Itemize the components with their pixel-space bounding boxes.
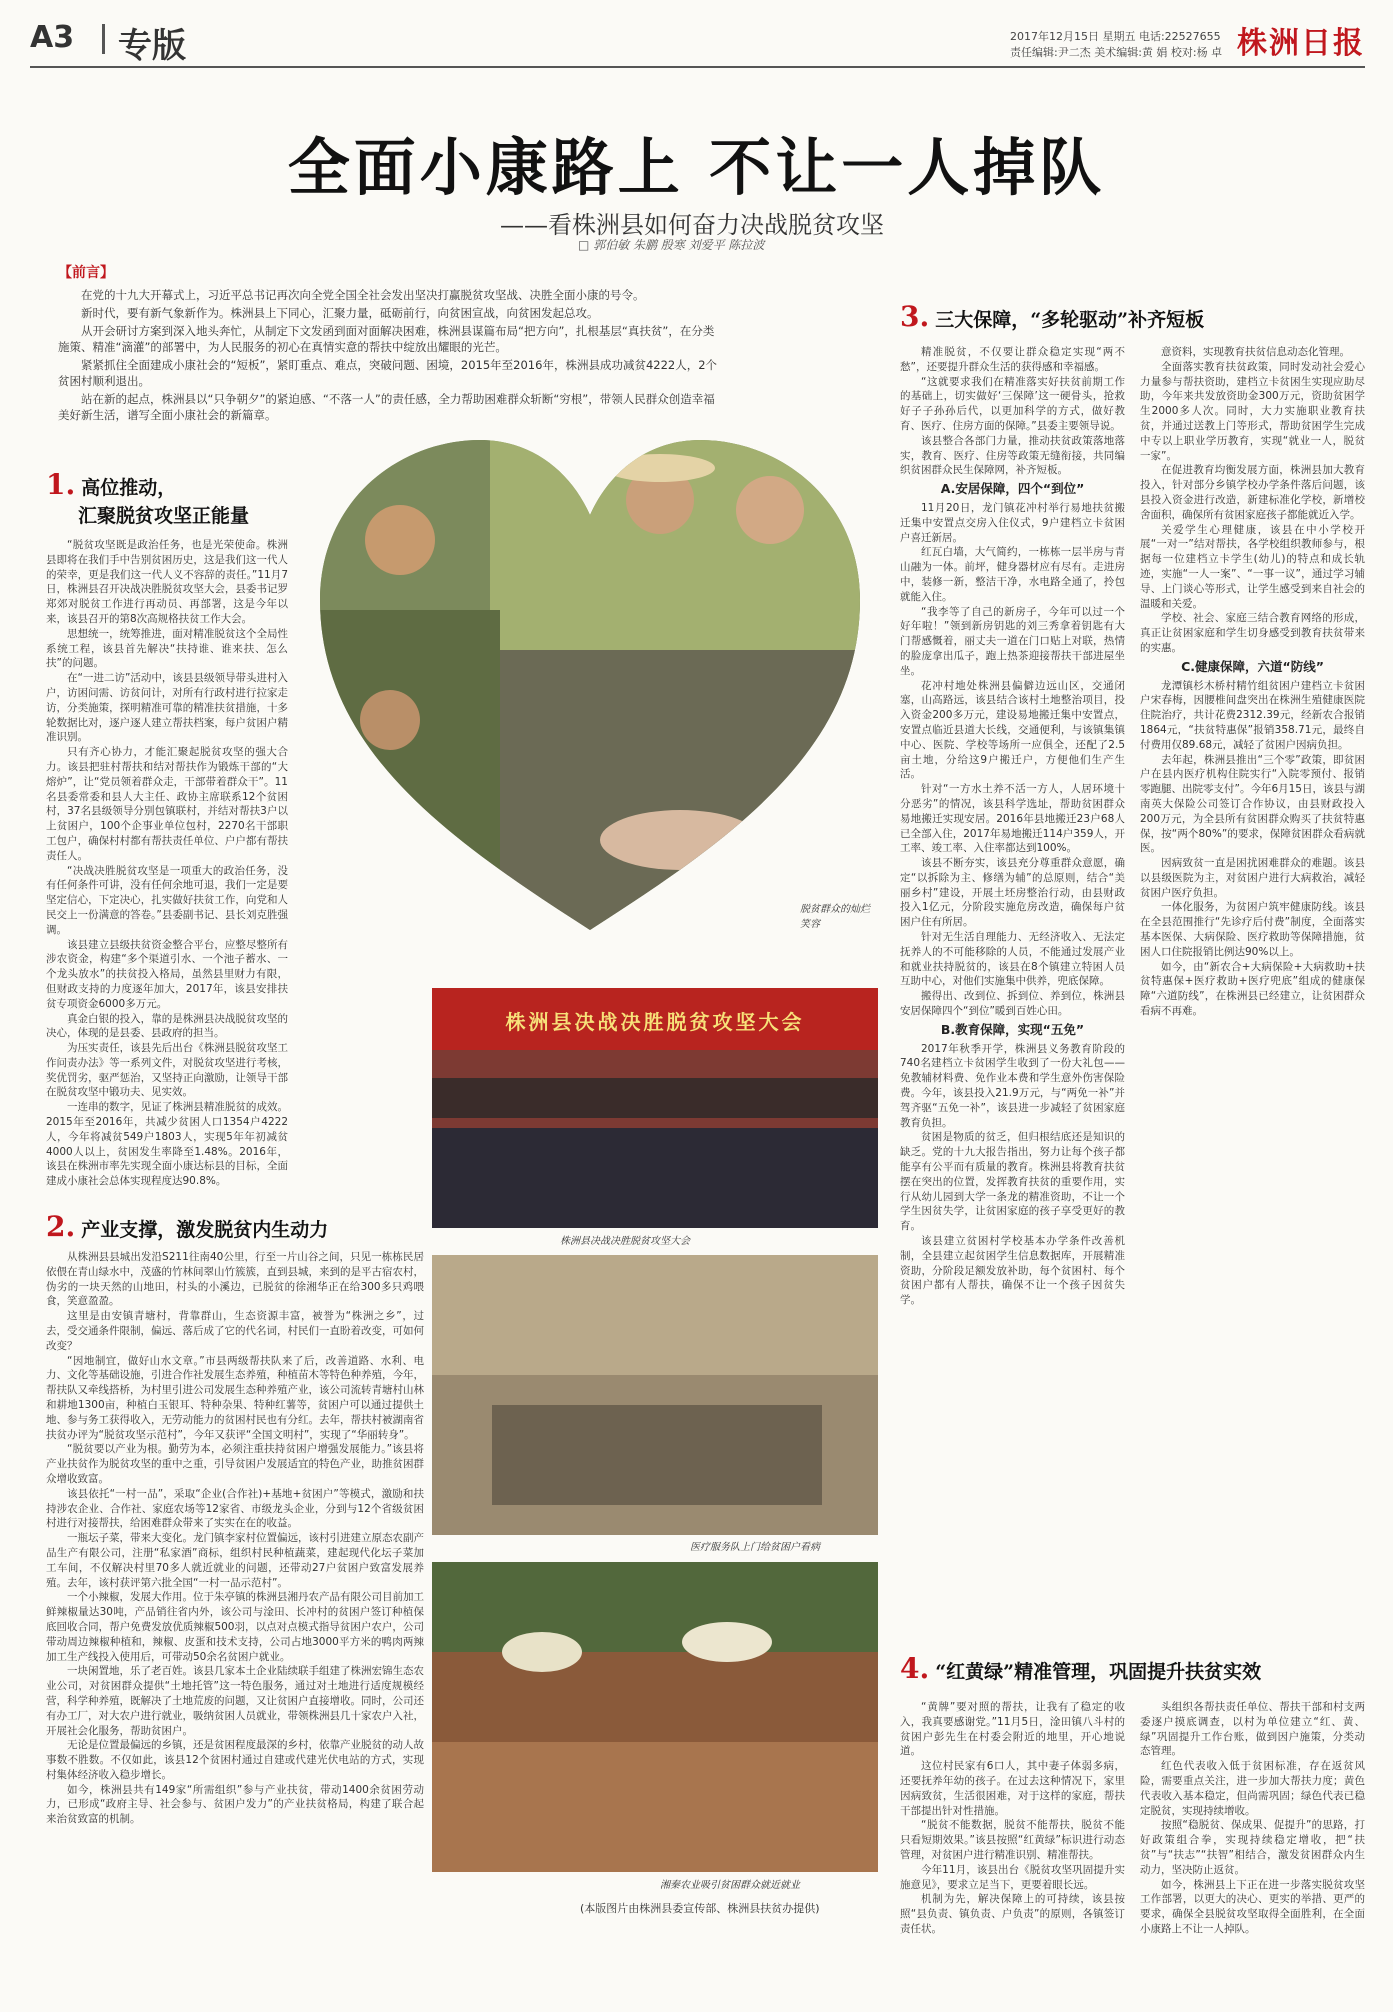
pig-farm-photo xyxy=(500,650,880,940)
paragraph: 该县建立贫困村学校基本办学条件改善机制，全县建立起贫困学生信息数据库，开展精准资助，分阶段足额发放补助，每个贫困村、每个贫困户都有人帮扶，确保不让一个孩子因贫失学。 xyxy=(900,1235,1125,1307)
paragraph: 如今，株洲县共有149家“所需组织”参与产业扶贫，带动1400余贫困劳动力，已形成“政府主导、社会参与、贫困户发力”的产业扶贫格局，构建了联合起来治贫致富的机制。 xyxy=(46,1783,424,1826)
paragraph: 一瓶坛子菜，带来大变化。龙门镇李家村位置偏远，该村引进建立原态农副产品生产有限公司，注册“私家酒”商标，组织村民种植蔬菜，建起现代化坛子菜加工车间，不仅解决村里70多人就近就业的问题，还带动27户贫困户致富发展养殖。去年，该村获评第六批全国“一村一品示范村”。 xyxy=(46,1532,424,1589)
paragraph: 无论是位置最偏远的乡镇，还是贫困程度最深的乡村，依靠产业脱贫的动人故事数不胜数。不仅如此，该县12个贫困村通过自建或代建光伏电站的方式，实现村集体经济收入稳步增长。 xyxy=(46,1739,424,1781)
paragraph: 龙潭镇杉木桥村精竹组贫困户建档立卡贫困户宋春梅，因腰椎间盘突出在株洲生殖健康医院住院治疗，共计花费2312.39元，经新农合报销1864元，“扶贫特惠保”报销358.71元，最终自付费用仅89.68元，减轻了贫困户因病负担。 xyxy=(1140,679,1365,751)
section-3-body-right xyxy=(1140,345,1365,1635)
paragraph: “脱贫要以产业为根。勤劳为本，必须注重扶持贫困户增强发展能力。”该县将产业扶贫作为脱贫攻坚的重中之重，引导贫困户发展适宜的特色产业，助推贫困群众增收致富。 xyxy=(46,1443,424,1485)
byline: □ 郭伯敏 朱鹏 殷寒 刘爱平 陈拉波 xyxy=(578,238,765,252)
preface-paragraph: 新时代，要有新气象新作为。株洲县上下同心，汇聚力量，砥砺前行，向贫困宣战，向贫困发起总攻。 xyxy=(81,306,599,320)
section-1-heading xyxy=(46,468,286,528)
paragraph: 该县建立县级扶贫资金整合平台，应整尽整所有涉农资金，构建“多个渠道引水、一个池子蓄水、一个龙头放水”的扶贫投入格局，虽然县里财力有限，但财政支持的力度逐年加大，2017年，该县安排扶贫专项资金6000多万元。 xyxy=(46,938,288,1010)
paragraph: 一块闲置地，乐了老百姓。该县几家本土企业陆续联手组建了株洲宏锦生态农业公司，对贫困群众提供“土地托管”这一特色服务，通过对土地进行适度规模经营，科学种养殖，既解决了土地荒废的问题，又让贫困户直接增收。同时，公司还有办工厂，对大农户进行就业，吸纳贫困人员就业，带领株洲县几十家农户入社，开展社会化服务，帮助贫困户。 xyxy=(46,1665,424,1737)
paragraph: “黄牌”要对照的帮扶，让我有了稳定的收入，我真要感谢党。”11月5日，淦田镇八斗村的贫困户彭先生在村委会附近的地里，开心地说道。 xyxy=(900,1701,1125,1758)
section-title-line: 高位推动， xyxy=(81,477,177,499)
paragraph: “脱贫不能数据，脱贫不能帮扶，脱贫不能只看短期效果。”该县按照“红黄绿”标识进行动态管理，对贫困户进行精准识别、精准帮扶。 xyxy=(900,1819,1125,1861)
paragraph: 真金白银的投入，靠的是株洲县决战脱贫攻坚的决心，体现的是县委、县政府的担当。 xyxy=(46,1012,288,1040)
paragraph: 该县不断夯实，该县充分尊重群众意愿，确定“以拆除为主、修缮为辅”的总原则，结合“美丽乡村”建设，开展土坯房整治行动，由县财政投入1亿元，分阶段实施危房改造，确保每户贫困户住有所居。 xyxy=(900,857,1125,929)
page-number: A3 xyxy=(30,20,75,55)
section-1-body xyxy=(46,538,288,1200)
newspaper-logo: 株洲日报 xyxy=(1237,26,1365,61)
divider xyxy=(102,24,105,54)
preface-paragraph: 在党的十九大开幕式上，习近平总书记再次向全党全国全社会发出坚决打赢脱贫攻坚战、决胜全面小康的号令。 xyxy=(81,288,645,302)
preface-paragraph: 紧紧抓住全面建成小康社会的“短板”，紧盯重点、难点，突破问题、困境，2015年至2016年，株洲县成功减贫4222人，2个贫困村顺利退出。 xyxy=(58,358,718,388)
paragraph: 头组织各帮扶责任单位、帮扶干部和村支两委逐户摸底调查，以村为单位建立“红、黄、绿”巩固提升工作台账，做到因户施策，分类动态管理。 xyxy=(1140,1701,1365,1758)
paragraph: 2017年秋季开学，株洲县义务教育阶段的740名建档立卡贫困学生收到了一份大礼包——免教辅材料费、免作业本费和学生意外伤害保险费。今年，该县投入21.9万元，与“两免一补”并驾齐驱“五免一补”，该县进一步减轻了贫困家庭教育负担。 xyxy=(900,1042,1125,1129)
conference-caption: 株洲县决战决胜脱贫攻坚大会 xyxy=(560,1236,690,1247)
issue-date: 2017年12月15日 星期五 电话:22527655 xyxy=(1010,30,1221,43)
paragraph: 机制为先，解决保障上的可持续，该县按照“县负责、镇负责、户负责”的原则，各镇签订责任状。 xyxy=(900,1893,1125,1935)
section-number: 3. xyxy=(900,300,930,333)
paragraph: 去年起，株洲县推出“三个零”政策，即贫困户在县内医疗机构住院实行“入院零预付、报销零跑腿、出院零支付”。今年6月15日，该县与湖南英大保险公司签订合作协议，由县财政投入200万元，为全县所有贫困群众购买了扶贫特惠保，按“两个80%”的要求，保障贫困群众看病就医。 xyxy=(1140,753,1365,855)
paragraph: 按照“稳脱贫、保成果、促提升”的思路，打好政策组合拳，实现持续稳定增收，把“扶贫”与“扶志”“扶智”相结合，激发贫困群众内生动力，坚决防止返贫。 xyxy=(1140,1819,1365,1876)
paragraph: 为压实责任，该县先后出台《株洲县脱贫攻坚工作问责办法》等一系列文件，对脱贫攻坚进行考核，奖优罚劣，驱严惩治，又坚持正向激励，让领导干部在脱贫攻坚中锻功夫、见实效。 xyxy=(46,1042,288,1099)
straw-hat xyxy=(502,1632,582,1672)
paragraph: “决战决胜脱贫攻坚是一项重大的政治任务，没有任何条件可讲，没有任何余地可退，我们一定是要坚定信心，下定决心，扎实做好扶贫工作，向党和人民交上一份满意的答卷。”县委副书记、县长刘克胜强调。 xyxy=(46,864,288,936)
paragraph: 因病致贫一直是困扰困难群众的难题。该县以县级医院为主，对贫困户进行大病救治，减轻贫困户医疗负担。 xyxy=(1140,857,1365,899)
paragraph: 学校、社会、家庭三结合教育网络的形成，真正让贫困家庭和学生切身感受到教育扶贫带来的实惠。 xyxy=(1140,612,1365,654)
paragraph: 该县整合各部门力量，推动扶贫政策落地落实，教育、医疗、住房等政策无缝衔接，共同编织贫困群众民生保障网，补齐短板。 xyxy=(900,434,1125,477)
paragraph: 在促进教育均衡发展方面，株洲县加大教育投入，针对部分乡镇学校办学条件落后问题，该县投入资金进行改造，新建标准化学校，新增校舍面积，确保所有贫困家庭孩子都能就近入学。 xyxy=(1140,464,1365,521)
section-3-body-left xyxy=(900,345,1125,1635)
paragraph: “这就要求我们在精准落实好扶贫前期工作的基础上，切实做好‘三保障’这一硬骨头，抢救好子子孙孙后代，以更加科学的方式，做好教育、医疗、住房方面的保障。”县委主要领导说。 xyxy=(900,375,1125,432)
paragraph: 11月20日，龙门镇花冲村举行易地扶贫搬迁集中安置点交房入住仪式，9户建档立卡贫困户喜迁新居。 xyxy=(900,501,1125,544)
paragraph: “因地制宜，做好山水文章。”市县两级帮扶队来了后，改善道路、水利、电力、文化等基础设施，引进合作社发展生态养殖，种植苗木等特色种养殖，今年，帮扶队又牵线搭桥，为村里引进公司发展生态种养殖产业，该公司流转青塘村山林和耕地1300亩，种植白玉银耳、特种杂果、特种红薯等，贫困户可以通过提供土地、参与务工获得收入，无劳动能力的贫困村民也有分红。去年，帮扶村被湖南省扶贫办评为“脱贫攻坚示范村”，今年又获评“全国文明村”，实现了“华丽转身”。 xyxy=(46,1354,424,1441)
paragraph: 这里是由安镇青塘村，背靠群山，生态资源丰富，被誉为“株洲之乡”，过去，受交通条件限制，偏远、落后成了它的代名词，村民们一直盼着改变，可如何改变？ xyxy=(46,1310,424,1352)
section-4-body-left xyxy=(900,1700,1125,1985)
background-trees xyxy=(432,1562,878,1652)
paragraph: 一体化服务，为贫困户筑牢健康防线。该县在全县范围推行“先诊疗后付费”制度，全面落实基本医保、大病保险、医疗救助等保障措施，贫困人口住院报销比例达90%以上。 xyxy=(1140,901,1365,958)
section-3-heading xyxy=(900,300,1360,333)
paragraph: 一个小辣椒，发展大作用。位于朱亭镇的株洲县湘丹农产品有限公司目前加工鲜辣椒量达30吨，产品销往省内外，该公司与淦田、长冲村的贫困户签订种植保底回收合同，帮户免费发放优质辣椒500羽，以点对点模式指导贫困户农户，公司带动周边辣椒种植和，辣椒、皮蛋和技术支持，公司占地3000平方米的鸭肉两辣加工生产线投入使用后，可带动50余名贫困户就业。 xyxy=(46,1591,424,1663)
section-4-body-right xyxy=(1140,1700,1365,1985)
section-2-body xyxy=(46,1250,424,1985)
paragraph: 如今，由“新农合+大病保险+大病救助+扶贫特惠保+医疗救助+医疗兜底”组成的健康保障“六道防线”，在株洲县已经建立，让贫困群众看病不再难。 xyxy=(1140,960,1365,1018)
section-title-line: 产业支撑，激发脱贫内生动力 xyxy=(81,1219,329,1241)
audience xyxy=(432,1128,878,1228)
subsection-heading: B.教育保障，实现“五免” xyxy=(940,1021,1085,1037)
paragraph: “我李等了自己的新房子，今年可以过一个好年啦！”领到新房钥匙的刘三秀拿着钥匙有大门帮感慨着，丽丈夫一道在门口贴上对联，热情的脸庞拿出瓜子，跑上热茶迎接帮扶干部进屋坐坐。 xyxy=(900,605,1125,677)
paragraph: 一连串的数字，见证了株洲县精准脱贫的成效。2015年至2016年，共减少贫困人口1354户4222人，今年将减贫549户1803人，实现5年年初减贫4000人以上，贫困发生率降至1.48%。2016年，该县在株洲市率先实现全面小康达标县的目标，全面建成小康社会总体实现程度达90.8%。 xyxy=(46,1101,288,1188)
paragraph: 红瓦白墙，大气简约，一栋栋一层半房与青山融为一体。前坪，健身器材应有尽有。走进房中，装修一新，整洁干净，水电路全通了，拎包就能入住。 xyxy=(900,546,1125,603)
medical-visit-photo xyxy=(432,1255,878,1535)
heart-photo-caption: 脱贫群众的灿烂笑容 xyxy=(800,904,870,930)
section-number: 1. xyxy=(46,468,76,501)
paragraph: 该县依托“一村一品”，采取“企业(合作社)+基地+贫困户”等模式，激励和扶持涉农企业、合作社、家庭农场等12家省、市级龙头企业，分到与12个省级贫困村进行对接帮扶，给困难群众带来了实实在在的收益。 xyxy=(46,1487,424,1530)
farm-work-photo xyxy=(432,1562,878,1872)
paragraph: 从株洲县县城出发沿S211往南40公里，行至一片山谷之间，只见一栋栋民居依偎在青山绿水中，茂盛的竹林间翠山竹簇簇，直到县城，来到的是平古宿农村，伪劣的一块天然的山地田，村头的小溪边，已脱贫的徐湘华正在给300多只鸡喂食，笑意盈盈。 xyxy=(46,1251,424,1308)
paragraph: 关爱学生心理健康，该县在中小学校开展“一对一”结对帮扶，各学校组织教师参与，根据每一位建档立卡学生(幼儿)的特点和成长轨迹，实施“一人一案”、“一事一议”，通过学习辅导、上门谈心等形式，让学生感受到来自社会的温暖和关爱。 xyxy=(1140,523,1365,610)
farm-caption: 湘秦农业吸引贫困群众就近就业 xyxy=(660,1880,800,1891)
preface-tag: 【前言】 xyxy=(58,265,114,281)
section-number: 4. xyxy=(900,1652,930,1685)
section-number: 2. xyxy=(46,1210,76,1243)
paragraph: 红色代表收入低于贫困标准，存在返贫风险，需要重点关注，进一步加大帮扶力度；黄色代表收入基本稳定，但尚需巩固；绿色代表已稳定脱贫，实现持续增收。 xyxy=(1140,1760,1365,1817)
stage xyxy=(432,1078,878,1118)
paragraph: 如今，株洲县上下正在进一步落实脱贫攻坚工作部署，以更大的决心、更实的举措、更严的要求，确保全县脱贫攻坚取得全面胜利，在全面小康路上不让一人掉队。 xyxy=(1140,1878,1365,1935)
preface-paragraph: 从开会研讨方案到深入地头奔忙，从制定下文发函到面对面解决困难，株洲县谋篇布局“把方向”，扎根基层“真扶贫”，在分类施策、精准“滴灌”的部署中，为人民服务的初心在真情实意的帮扶中绽放出耀眼的光芒。 xyxy=(58,324,715,354)
drying-crops xyxy=(432,1742,878,1872)
paragraph: 搬得出、改到位、拆到位、养到位，株洲县安居保障四个“到位”暖到百姓心田。 xyxy=(900,990,1125,1018)
preface-paragraph: 站在新的起点，株洲县以“只争朝夕”的紧迫感、“不落一人”的责任感，全力帮助困难群众斩断“穷根”，带领人民群众创造幸福美好新生活，谱写全面小康社会的新篇章。 xyxy=(58,392,715,422)
heart-photo xyxy=(300,420,880,940)
section-4-heading xyxy=(900,1652,1365,1685)
group-of-people xyxy=(492,1405,822,1505)
paragraph: 花冲村地处株洲县偏僻边远山区，交通闭塞，山高路远，该县结合该村土地整治项目，投入资金200多万元，建设易地搬迁集中安置点，安置点临近县道大长线，交通便利，与该镇集镇中心、医院、学校等场所一应俱全，还配了2.5亩土地，分给这9户搬迁户，方便他们生产生活。 xyxy=(900,679,1125,781)
heart-photo-collage xyxy=(300,420,880,940)
masthead-rule xyxy=(30,66,1365,68)
paragraph: 思想统一，统筹推进，面对精准脱贫这个全局性系统工程，该县首先解决“扶持谁、谁来扶、怎么扶”的问题。 xyxy=(46,627,288,670)
page-headline: 全面小康路上 不让一人掉队 xyxy=(287,131,1106,204)
paragraph: 这位村民家有6口人，其中妻子体弱多病，还要抚养年幼的孩子。在过去这种情况下，家里因病致贫，生活很困难，对于这样的家庭，帮扶干部提出针对性措施。 xyxy=(900,1760,1125,1817)
paragraph: 只有齐心协力，才能汇聚起脱贫攻坚的强大合力。该县把驻村帮扶和结对帮扶作为锻炼干部的“大熔炉”，让“党员领着群众走，干部带着群众干”。11名县委常委和县人大主任、政协主席联系12个贫困村，37名县级领导分别包镇联村，并结对帮扶3户以上贫困户，100个企事业单位包村，2270名干部职工包户，确保村村都有帮扶责任单位、户户都有帮扶责任人。 xyxy=(46,746,288,862)
paragraph: 在“一进二访”活动中，该县县级领导带头进村入户，访困问需、访贫问计，对所有行政村进行拉家走访，分类施策，探明精准可靠的精准扶贫措施，十多轮数据比对，逐户逐人建立帮扶档案，每户贫困户精准识别。 xyxy=(46,672,288,744)
conference-photo xyxy=(432,988,878,1228)
paragraph: 针对无生活自理能力、无经济收入、无法定抚养人的不可能移除的人员，不能通过发展产业和就业扶持脱贫的，该县在8个镇建立特困人员互助中心，对他们实施集中供养，兜底保障。 xyxy=(900,931,1125,988)
paragraph: 精准脱贫，不仅要让群众稳定实现“两不愁”，还要提升群众生活的获得感和幸福感。 xyxy=(900,346,1125,373)
section-title-line: 三大保障，“多轮驱动”补齐短板 xyxy=(935,309,1205,331)
subsection-heading: C.健康保障，六道“防线” xyxy=(1181,658,1324,674)
editors-line: 责任编辑:尹二杰 美术编辑:黄 娟 校对:杨 卓 xyxy=(1010,46,1223,59)
straw-hat xyxy=(682,1622,772,1662)
house-facade xyxy=(432,1255,878,1375)
page-subhead: ——看株洲县如何奋力决战脱贫攻坚 xyxy=(500,211,884,239)
conference-banner: 株洲县决战决胜脱贫攻坚大会 xyxy=(505,1010,805,1034)
paragraph: 今年11月，该县出台《脱贫攻坚巩固提升实施意见》，要求立足当下，更要着眼长远。 xyxy=(900,1863,1125,1891)
subsection-heading: A.安居保障，四个“到位” xyxy=(940,481,1085,497)
paragraph: “脱贫攻坚既是政治任务，也是光荣使命。株洲县即将在我们手中告别贫困历史，这是我们这一代人的荣幸，更是我们这一代人义不容辞的责任。”11月7日，株洲县召开决战决胜脱贫攻坚大会，县委书记罗郑郊对脱贫工作进行再动员、再部署，这是今年以来，该县召开的第8次高规格扶贫工作大会。 xyxy=(46,539,288,625)
section-title-line: “红黄绿”精准管理，巩固提升扶贫实效 xyxy=(935,1661,1262,1683)
paragraph: 针对“一方水土养不活一方人，人居环境十分恶劣”的情况，该县科学选址，帮助贫困群众易地搬迁实现安居。2016年县地搬迁23户68人已全部入住，2017年易地搬迁114户359人，开工率、竣工率、入住率都达到100%。 xyxy=(900,783,1125,855)
photo-credit: (本版图片由株洲县委宣传部、株洲县扶贫办提供) xyxy=(580,1902,820,1915)
paragraph: 贫困是物质的贫乏，但归根结底还是知识的缺乏。党的十九大报告指出，努力让每个孩子都能享有公平而有质量的教育。株洲县将教育扶贫摆在突出的位置，发挥教育扶贫的重要作用，实行从幼儿园到大学一条龙的精准资助，不让一个学生因贫失学，让贫困家庭的孩子享受更好的教育。 xyxy=(900,1131,1125,1233)
medical-caption: 医疗服务队上门给贫困户看病 xyxy=(690,1542,820,1553)
paragraph: 全面落实教育扶贫政策，同时发动社会爱心力量参与帮扶资助，建档立卡贫困生实现应助尽助，今年来共发放资助金300万元，资助贫困学生2000多人次。同时，大力实施职业教育扶贫，并通过送教上门等形式，帮助贫困学生完成中专以上职业学历教育，实现“就业一人，脱贫一家”。 xyxy=(1140,360,1365,462)
preface xyxy=(58,265,718,425)
section-2-heading xyxy=(46,1210,426,1243)
section-title-line: 汇聚脱贫攻坚正能量 xyxy=(78,505,250,527)
paragraph: 意资料，实现教育扶贫信息动态化管理。 xyxy=(1161,346,1350,358)
smiling-couple-photo xyxy=(490,420,880,650)
elderly-farmer-photo xyxy=(300,610,500,940)
section-title: 专版 xyxy=(118,26,186,66)
